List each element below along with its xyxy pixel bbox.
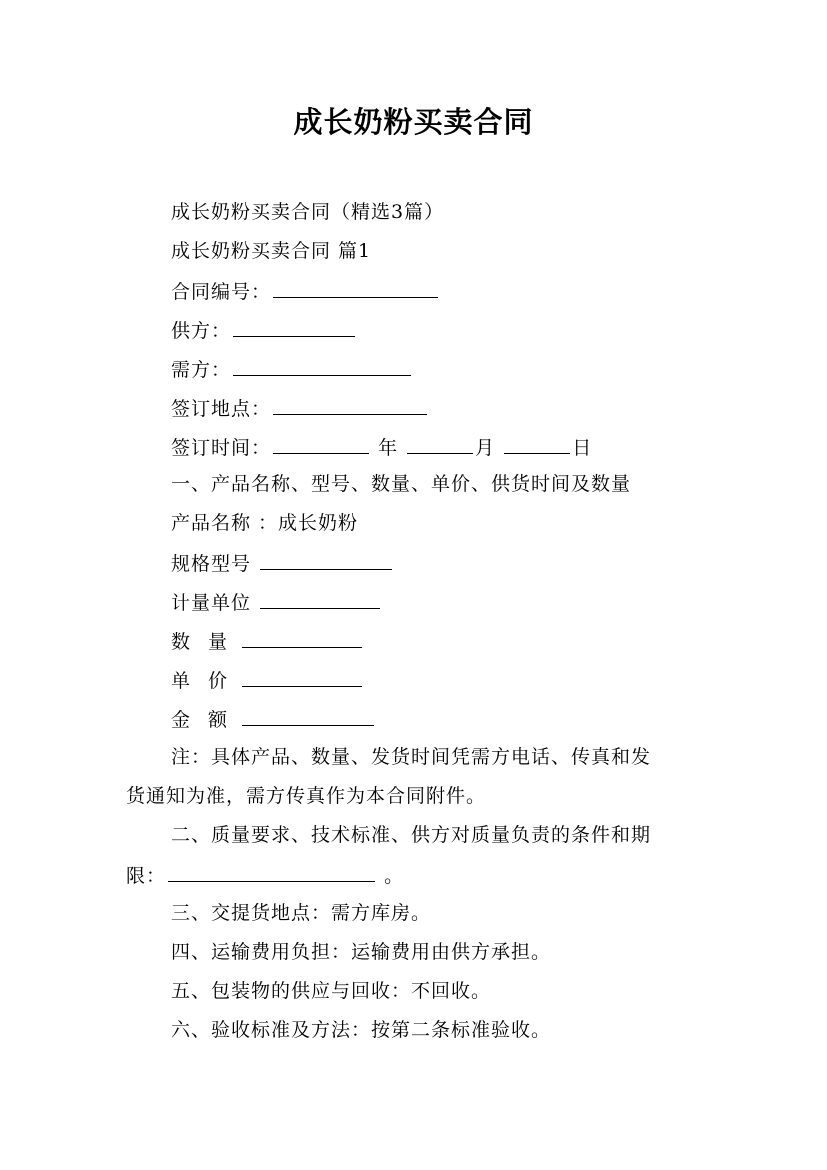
price-label: 单 价: [171, 670, 234, 692]
quantity-row: [171, 627, 364, 655]
sign-place-blank: [273, 394, 427, 415]
contract-number-blank: [273, 277, 438, 298]
contract-number-label: 合同编号：: [171, 281, 272, 303]
price-row: [171, 666, 364, 694]
item-1: 一、产品名称、型号、数量、单价、供货时间及数量: [171, 473, 632, 495]
item-2-line-1: 二、质量要求、技术标准、供方对质量负责的条件和期: [171, 824, 652, 846]
section-heading: 成长奶粉买卖合同 篇1: [171, 240, 372, 262]
item-2-end: 。: [384, 865, 405, 887]
buyer-row: [171, 355, 413, 383]
year-blank: [273, 433, 369, 454]
unit-blank: [260, 588, 380, 609]
product-name-row: 产品名称 ：成长奶粉: [171, 512, 359, 534]
spec-blank: [260, 549, 392, 570]
spec-row: [171, 549, 394, 577]
buyer-blank: [233, 355, 411, 376]
sign-time-row: [171, 433, 592, 461]
amount-blank: [242, 705, 374, 726]
quantity-label: 数 量: [171, 631, 234, 653]
supplier-blank: [233, 316, 355, 337]
day-blank: [504, 433, 570, 454]
day-label: 日: [572, 437, 593, 459]
document-subtitle: 成长奶粉买卖合同（精选3篇）: [171, 201, 445, 223]
unit-row: [171, 588, 382, 616]
note-line-1: 注：具体产品、数量、发货时间凭需方电话、传真和发: [171, 746, 652, 768]
note-line-2: 货通知为准，需方传真作为本合同附件。: [126, 785, 487, 807]
buyer-label: 需方：: [171, 359, 232, 381]
quality-period-blank: [168, 861, 375, 882]
amount-row: [171, 705, 376, 733]
spec-label: 规格型号: [171, 553, 252, 575]
supplier-row: [171, 316, 357, 344]
unit-label: 计量单位: [171, 592, 252, 614]
sign-place-label: 签订地点：: [171, 398, 272, 420]
item-5: 五、包装物的供应与回收：不回收。: [171, 980, 492, 1002]
document-title: 成长奶粉买卖合同: [293, 105, 534, 139]
item-2-label: 限：: [126, 865, 167, 887]
price-blank: [242, 666, 362, 687]
sign-place-row: [171, 394, 429, 422]
item-2-line-2: [126, 861, 404, 889]
amount-label: 金 额: [171, 709, 234, 731]
quantity-blank: [242, 627, 362, 648]
month-label: 月: [475, 437, 496, 459]
year-label: 年: [378, 437, 399, 459]
item-3: 三、交提货地点：需方库房。: [171, 902, 432, 924]
item-4: 四、运输费用负担：运输费用由供方承担。: [171, 941, 552, 963]
supplier-label: 供方：: [171, 320, 232, 342]
contract-number-row: [171, 277, 440, 305]
item-6: 六、验收标准及方法：按第二条标准验收。: [171, 1019, 552, 1041]
sign-time-label: 签订时间：: [171, 437, 272, 459]
month-blank: [407, 433, 473, 454]
